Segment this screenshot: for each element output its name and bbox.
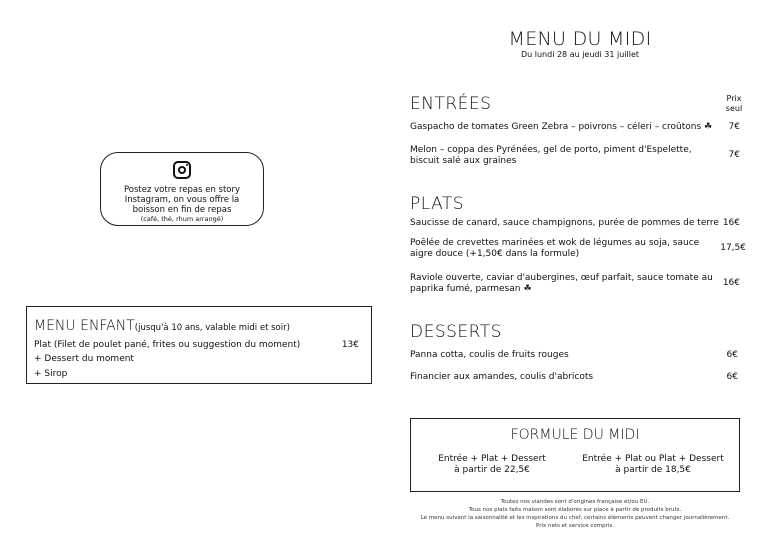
menu-item [410, 273, 722, 295]
formule-option-label: Entrée + Plat + Dessert [438, 454, 546, 464]
price-column-header [718, 94, 750, 114]
promo-line: boisson en fin de repas [132, 205, 232, 215]
item-name: Panna cotta, coulis de fruits rouges [410, 350, 569, 360]
menu-item [410, 145, 720, 167]
item-price: 17,5€ [720, 243, 746, 253]
kids-menu-sirop: + Sirop [34, 369, 68, 379]
footer-line: Le menu suivant la saisonnalité et les inspirations du chef, certains éléments peuvent changer journalièrement. [420, 515, 730, 521]
promo-note: (café, thé, rhum arrangé) [140, 215, 224, 223]
formule-title: FORMULE DU MIDI [510, 427, 640, 443]
leaf-icon: ☘ [704, 122, 713, 132]
item-name: Raviole ouverte, caviar d'aubergines, œuf parfait, sauce tomate au [410, 273, 713, 283]
menu-item [410, 238, 720, 260]
kids-menu-box [26, 306, 372, 384]
kids-menu-heading [34, 315, 290, 334]
page-title: MENU DU MIDI [508, 28, 652, 50]
item-name: Saucisse de canard, sauce champignons, purée de pommes de terre [410, 218, 719, 228]
desserts-title: DESSERTS [410, 322, 502, 342]
formule-option-price: à partir de 22,5€ [454, 465, 530, 475]
footer-notes [410, 498, 740, 530]
menu-dates: Du lundi 28 au jeudi 31 juillet [520, 50, 640, 59]
price-column-label-2: seul [725, 104, 743, 113]
item-price: 6€ [726, 372, 738, 382]
instagram-icon [173, 161, 191, 179]
footer-line: Toutes nos viandes sont d'origines française et/ou EU. [500, 499, 650, 505]
item-name-cont: biscuit salé aux graines [410, 156, 517, 166]
entrees-title: ENTRÉES [410, 94, 492, 114]
formule-option-price: à partir de 18,5€ [615, 465, 691, 475]
leaf-icon: ☘ [523, 284, 532, 294]
price-column-label-1: Prix [726, 94, 742, 103]
formule-option-label: Entrée + Plat ou Plat + Dessert [582, 454, 724, 464]
promo-text [105, 185, 259, 215]
kids-menu-dessert: + Dessert du moment [34, 354, 134, 364]
item-price: 7€ [728, 150, 740, 160]
kids-menu-price: 13€ [341, 340, 359, 350]
menu-item [410, 372, 720, 383]
formule-option-2 [573, 454, 733, 476]
item-name: Financier aux amandes, coulis d'abricots [410, 372, 594, 382]
item-price: 6€ [726, 350, 738, 360]
item-name-cont: paprika fumé, parmesan [410, 284, 521, 294]
item-price: 16€ [722, 278, 740, 288]
kids-menu-subtitle: (jusqu'à 10 ans, valable midi et soir) [134, 323, 290, 333]
instagram-promo-box [100, 152, 264, 226]
plats-title: PLATS [410, 194, 465, 214]
menu-item [410, 122, 720, 133]
item-name-cont: aigre douce (+1,50€ dans la formule) [410, 249, 580, 259]
item-name: Poêlée de crevettes marinées et wok de légumes au soja, sauce [410, 238, 700, 248]
menu-item [410, 350, 720, 361]
formule-option-1 [427, 454, 557, 476]
promo-line: Instagram, on vous offre la [124, 195, 240, 205]
item-name: Melon – coppa des Pyrénées, gel de porto, piment d'Espelette, [410, 145, 692, 155]
menu-item [410, 218, 720, 229]
footer-line: Tous nos plats faits maison sont élaborés sur place à partir de produits bruts. [468, 507, 682, 513]
item-price: 7€ [728, 122, 740, 132]
kids-menu-title: MENU ENFANT [34, 318, 135, 334]
item-price: 16€ [722, 218, 740, 228]
promo-line: Postez votre repas en story [123, 185, 241, 195]
kids-menu-plat: Plat (Filet de poulet pané, frites ou suggestion du moment) [34, 340, 301, 350]
formule-box [410, 418, 740, 492]
footer-line: Prix nets et service compris. [535, 523, 615, 529]
item-name: Gaspacho de tomates Green Zebra – poivrons – céleri – croûtons [410, 122, 702, 132]
